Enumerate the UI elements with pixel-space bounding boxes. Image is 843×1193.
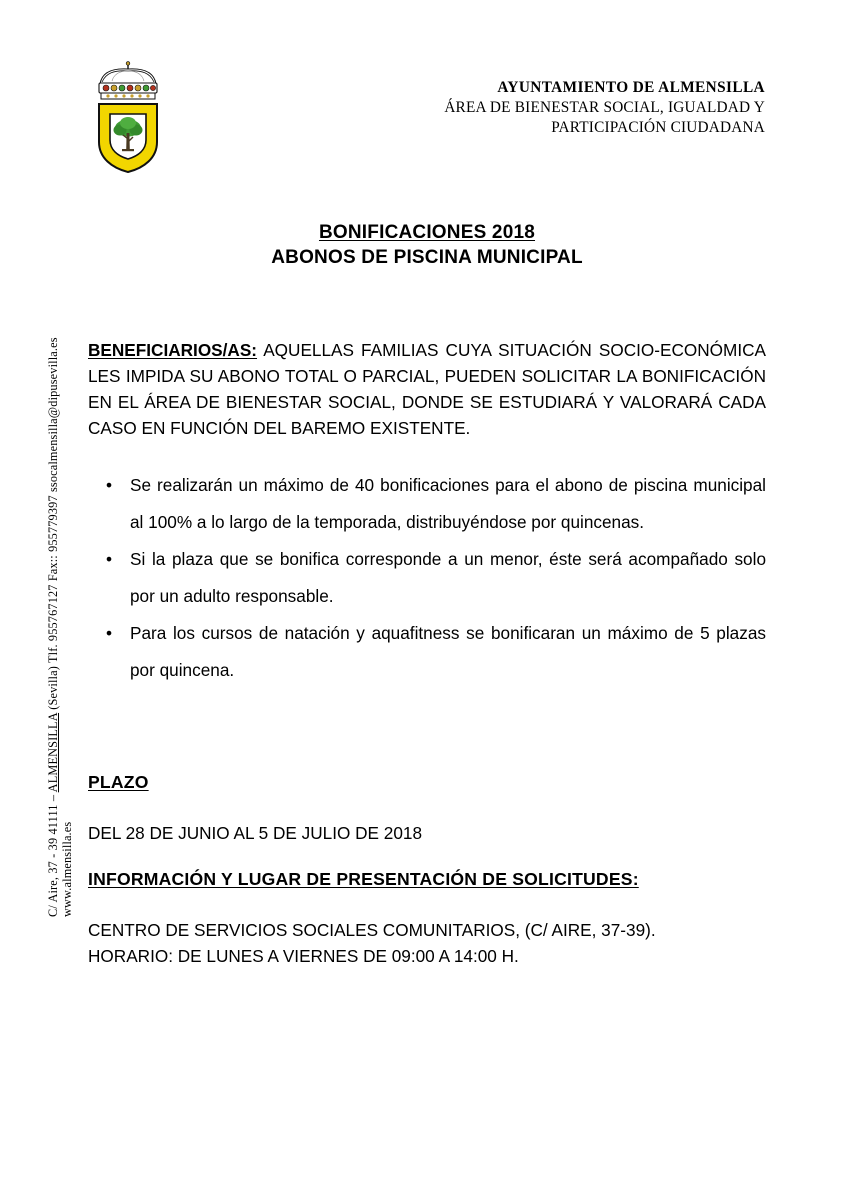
vertical-contact-sidebar: [0, 0, 74, 1193]
conditions-list: [88, 467, 766, 689]
beneficiaries-paragraph: [88, 337, 766, 441]
bullet-icon: •: [106, 549, 113, 569]
information-details: [88, 917, 778, 969]
title-secondary: ABONOS DE PISCINA MUNICIPAL: [271, 247, 583, 268]
list-item: [88, 467, 766, 541]
sidebar-website: www.almensilla.es: [60, 821, 74, 917]
sidebar-town-name: ALMENSILLA: [46, 712, 60, 793]
list-item: [88, 615, 766, 689]
sidebar-address-line: [46, 337, 61, 917]
list-item-text: Si la plaza que se bonifica corresponde a un menor, éste será acompañado solo por un adulto responsable.: [130, 549, 766, 606]
bullet-icon: •: [106, 475, 113, 495]
bullet-icon: •: [106, 623, 113, 643]
information-address: CENTRO DE SERVICIOS SOCIALES COMUNITARIOS, (C/ AIRE, 37-39).: [88, 920, 656, 940]
list-item-text: Se realizarán un máximo de 40 bonificaciones para el abono de piscina municipal al 100% a lo largo de la temporada, distribuyéndose por quincenas.: [130, 475, 766, 532]
list-item-text: Para los cursos de natación y aquafitness se bonificaran un máximo de 5 plazas por quincena.: [130, 623, 766, 680]
list-item: [88, 541, 766, 615]
institution-department-line2: PARTICIPACIÓN CIUDADANA: [551, 119, 765, 136]
beneficiaries-body: AQUELLAS FAMILIAS CUYA SITUACIÓN SOCIO-ECONÓMICA LES IMPIDA SU ABONO TOTAL O PARCIAL, PUEDEN SOLICITAR LA BONIFICACIÓN EN EL ÁREA DE BIENESTAR SOCIAL, DONDE SE ESTUDIARÁ Y VALORARÁ CADA CASO EN FUNCIÓN DEL BAREMO EXISTENTE.: [88, 340, 766, 439]
information-schedule: HORARIO: DE LUNES A VIERNES DE 09:00 A 14:00 H.: [88, 946, 519, 966]
institution-department-line1: ÁREA DE BIENESTAR SOCIAL, IGUALDAD Y: [444, 99, 765, 116]
sidebar-address-suffix: (Sevilla) Tlf. 955767127 Fax:: 955779397 ssocalmensilla@dipusevilla.es: [46, 337, 60, 713]
deadline-text: DEL 28 DE JUNIO AL 5 DE JULIO DE 2018: [88, 823, 423, 843]
sidebar-address-prefix: C/ Aire, 37 - 39 41111 –: [46, 792, 60, 917]
deadline-heading: PLAZO: [88, 772, 149, 792]
title-primary: BONIFICACIONES 2018: [318, 222, 536, 243]
institution-name: AYUNTAMIENTO DE ALMENSILLA: [497, 79, 765, 96]
page-title: [88, 220, 766, 270]
institution-header: [360, 78, 765, 138]
information-heading: INFORMACIÓN Y LUGAR DE PRESENTACIÓN DE SOLICITUDES:: [88, 869, 639, 889]
beneficiaries-label: BENEFICIARIOS/AS:: [88, 340, 258, 361]
coat-of-arms-icon: [92, 60, 164, 174]
